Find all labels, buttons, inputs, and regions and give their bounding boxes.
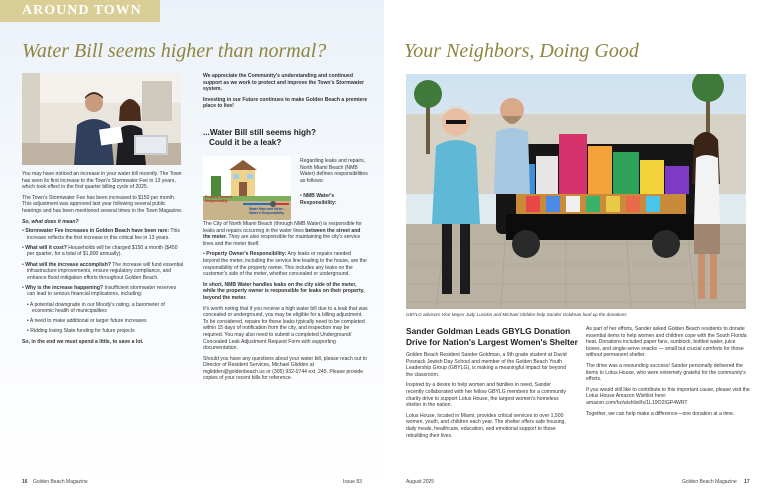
magazine-name: Golden Beach Magazine <box>32 479 88 485</box>
question-heading: So, what does it mean? <box>22 218 79 225</box>
intro-paragraph-2: The Town's Stormwater Fee has been increased to $150 per month. This adjustment was approved last year following several public hearings and has been mentioned several times in the Town Magazine. <box>22 194 183 214</box>
left-column-2-top <box>203 73 368 114</box>
list-item: • What will the increase accomplish? The increase will fund essential infrastructure improvements, ensure regulatory compliance, and enhance flood mitigation efforts throughout Golden Beach. <box>22 261 184 281</box>
footer-date: August 2025 <box>406 479 435 485</box>
appreciation-paragraph: We appreciate the Community's understanding and continued support as we work to protect and improve the Town's Stormwater system. <box>203 73 365 93</box>
page-number: 17 <box>744 479 750 485</box>
left-column-1 <box>22 171 185 349</box>
left-column-2-bottom: The City of North Miami Beach (through NMB Water) is responsible for leaks and repairs occurring in the water lines between the street and the meter. They are also responsible for maintaining the city's service lines and the meter itself. • Property Owner's Responsibility: Any leaks or repairs needed beyond the meter, including the service line leading to the house, are the responsibility of the property owner. This includes any leaks on the customer's side of the meter, whether concealed or underground. In short, NMB Water handles leaks on the city side of the meter, while the property owner is responsible for leaks on their property, beyond the meter. It's worth noting that if you receive a high water bill due to a leak that was concealed or underground, you may be eligible for a billing adjustment. To be considered, repairs for these leaks typically need to be completed within 15 days of notification from the city, and inspection may be required. You may also need to submit a completed Underground/ Concealed Leak Adjustment Request Form with supporting documentation. Should you have any questions about your water bill, please reach out to Director of Resident Services, Michael Glidden at mglidden@goldenbeach.us or (305) 932-0744 ext. 245. Please provide copies of your recent bills for reference. <box>203 221 368 382</box>
sub-list-item: • A potential downgrade in our Moody's rating, a barometer of economic health of municipalities <box>27 301 165 315</box>
section-banner: AROUND TOWN <box>0 0 160 22</box>
right-page <box>384 0 768 493</box>
magazine-name: Golden Beach Magazine <box>682 479 737 485</box>
bullet-list <box>22 228 185 335</box>
article-paragraph: Golden Beach Resident Sander Goldman, a 9th grade student at David Posnack Jewish Day School and member of the Golden Beach Youth Leadership Group (GBYLG), is making a meaningful impact far beyond the classroom. <box>406 352 567 378</box>
article-paragraph: Lotus House, located in Miami, provides critical services to over 1,500 women, youth, and children each year. The shelter offers safe housing, daily meals, healthcare, education, and emotional support to those rebuilding their lives. <box>406 412 566 439</box>
page-title: Your Neighbors, Doing Good <box>404 40 639 62</box>
issue-number: Issue 83 <box>343 479 362 485</box>
summary-paragraph: In short, NMB Water handles leaks on the city side of the meter, while the property owner is responsible for leaks on their property, beyond the meter. <box>203 281 365 301</box>
page-title: Water Bill seems higher than normal? <box>22 40 327 62</box>
article-paragraph: Inspired by a desire to help women and families in need, Sander recently collaborated with her fellow GBYLG members for a community charity drive to support Lotus House, the largest women's homeless shelter in the nation. <box>406 382 566 409</box>
left-footer <box>22 479 88 485</box>
donation-photo <box>406 74 746 309</box>
intro-paragraph-1: You may have noticed an increase in your water bill recently. The Town has seen its first increase to the Town's Stormwater Fee in 13 years, which took effect in the first quarter billing cycle of 2025. <box>22 171 182 191</box>
article-headline: Sander Goldman Leads GBYLG Donation Drive for Nation's Largest Women's Shelter <box>406 326 578 347</box>
nmb-responsibility: • NMB Water's Responsibility: <box>300 193 337 206</box>
list-item: • Why is the increase happening? Insufficient stormwater reserves can lead to serious financial implications, including: <box>22 284 177 298</box>
sub-list-item: • A need to make additional or larger future increases <box>27 318 147 325</box>
page-number: 16 <box>22 479 28 485</box>
right-footer <box>682 479 754 485</box>
investing-paragraph: Investing in our Future continues to make Golden Beach a premiere place to live! <box>203 96 368 110</box>
article-paragraph: Together, we can help make a difference—one donation at a time. <box>586 410 735 417</box>
list-item: • Stormwater Fee increases in Golden Beach have been rare: This increase reflects the first increase in this critical fee in 13 years. <box>22 228 180 241</box>
sub-list-item: • Ridding losing State funding for future projects <box>27 328 135 335</box>
billing-adjustment-paragraph: It's worth noting that if you receive a high water bill due to a leak that was concealed or underground, you may be eligible for a billing adjustment. To be considered, repairs for these leaks typically need to be completed within 15 days of notification from the city, and inspection may be required. You may also need to submit a completed Underground/ Concealed Leak Adjustment Request Form with supporting documentation. <box>203 305 368 352</box>
article-paragraph: If you would still like to contribute to this important cause, please visit the Lotus House Amazon Wishlist here: amazon.com/hz/wishlist/ls/1L19O2IGP4WRT <box>586 386 750 406</box>
photo-caption: GBYLG advisors Vice Mayor Judy Lusskin and Michael Glidden help Sander Goldman load up the donations <box>406 312 627 317</box>
couple-photo <box>22 73 181 165</box>
article-paragraph: The drive was a resounding success! Sander personally delivered the items to Lotus House, who were extremely grateful for the community's efforts. <box>586 362 746 383</box>
leak-responsibility-diagram <box>203 156 291 220</box>
right-column-2 <box>586 326 750 421</box>
article-paragraph: As part of her efforts, Sander asked Golden Beach residents to donate essential items to help women and children cope with the South Florida heat. Donations included paper fans, sunblock, bottled water, juice boxes, and single-serve snacks — small but crucial comforts for those without permanent shelter. <box>586 326 747 359</box>
city-responsibility-label: Water Main and Meter – Water's Responsibility <box>249 207 286 215</box>
list-item: • What will it cost? Households will be charged $150 a month ($450 per quarter, for a total of $1,800 annually). <box>22 244 178 258</box>
leak-intro: Regarding leaks and repairs, North Miami Beach (NMB Water) defines responsibilities as follows: <box>300 158 368 184</box>
leak-subheading: ...Water Bill still seems high? Could it be a leak? <box>203 128 316 147</box>
owner-responsibility-label: Property Owner's Responsibility <box>205 195 233 203</box>
contact-paragraph: Should you have any questions about your water bill, please reach out to Director of Resident Services, Michael Glidden at mglidden@goldenbeach.us or (305) 932-0744 ext. 245. Please provide copies of your recent bills for reference. <box>203 355 367 382</box>
right-column-1 <box>406 352 569 443</box>
closing-line: So, in the end we must spend a little, to save a lot. <box>22 338 144 345</box>
